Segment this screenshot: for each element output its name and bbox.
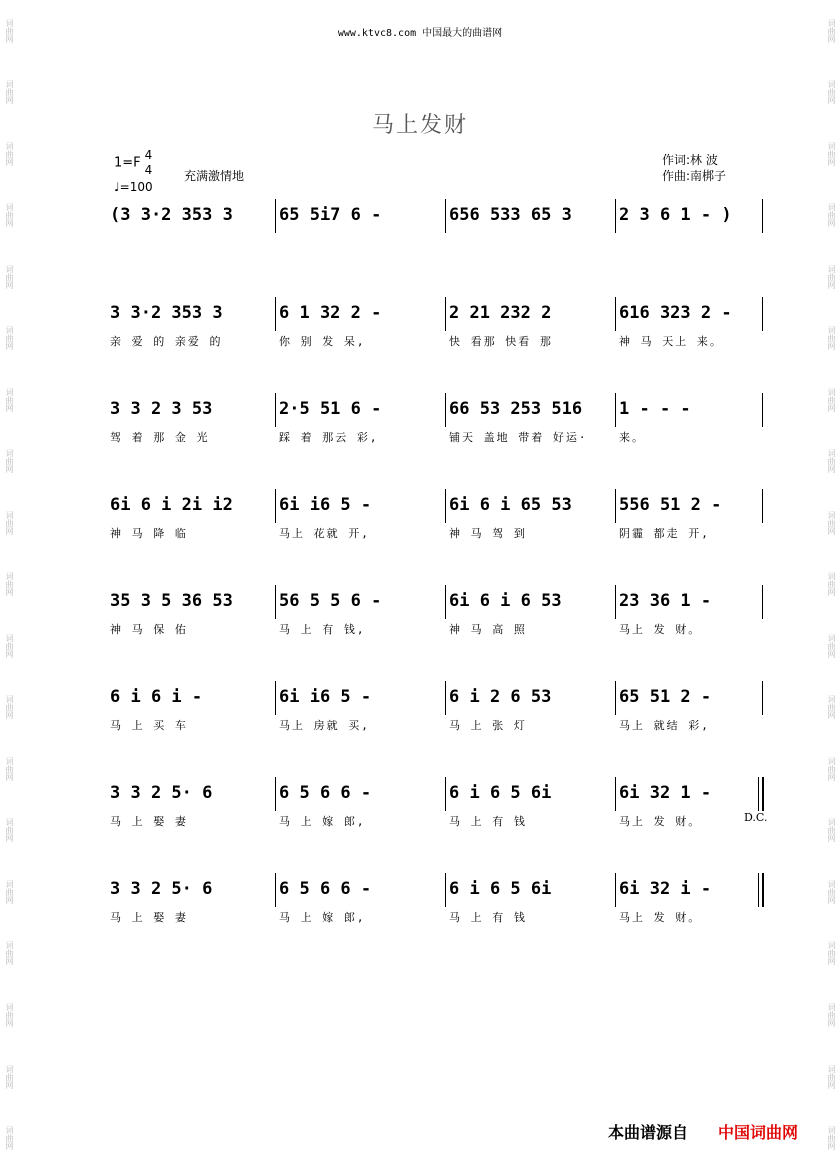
watermark: 词曲网 (827, 203, 836, 228)
barline (445, 873, 446, 907)
tempo-marking: ♩=100 (114, 180, 153, 194)
measure-notes: 2 3 6 1 - ) (619, 205, 732, 225)
watermark: 词曲网 (827, 326, 836, 351)
measure-notes: 56 5 5 6 - (279, 591, 382, 611)
watermark: 词曲网 (5, 879, 14, 904)
barline (445, 297, 446, 331)
watermark: 词曲网 (5, 695, 14, 720)
measure-notes: 656 533 65 3 (449, 205, 572, 225)
watermark: 词曲网 (5, 1126, 14, 1151)
key-label: 1=F (114, 155, 141, 171)
measure-notes: 556 51 2 - (619, 495, 722, 515)
score-row (0, 879, 840, 939)
barline (275, 777, 276, 811)
measure-lyrics: 马上 就结 彩, (619, 719, 710, 732)
measure-lyrics: 神 马 高 照 (449, 623, 527, 636)
watermark: 词曲网 (827, 572, 836, 597)
measure-notes: (3 3·2 353 3 (110, 205, 233, 225)
watermark: 词曲网 (827, 633, 836, 658)
measure-notes: 3 3·2 353 3 (110, 303, 223, 323)
barline (615, 199, 616, 233)
barline (762, 199, 763, 233)
measure-notes: 616 323 2 - (619, 303, 732, 323)
measure-lyrics: 马 上 有 钱 (449, 815, 527, 828)
measure-lyrics: 马上 花就 开, (279, 527, 370, 540)
barline (615, 585, 616, 619)
watermark: 词曲网 (5, 818, 14, 843)
key-signature (114, 148, 152, 178)
watermark: 词曲网 (5, 1064, 14, 1089)
score-row (0, 205, 840, 265)
measure-notes: 65 5i7 6 - (279, 205, 382, 225)
barline (615, 777, 616, 811)
site-header: www.ktvc8.com 中国最大的曲谱网 (337, 28, 503, 39)
measure-lyrics: 神 马 天上 来。 (619, 335, 723, 348)
watermark: 词曲网 (827, 449, 836, 474)
barline (275, 585, 276, 619)
measure-notes: 65 51 2 - (619, 687, 712, 707)
barline (445, 777, 446, 811)
measure-notes: 3 3 2 5· 6 (110, 783, 213, 803)
measure-notes: 6 i 6 i - (110, 687, 203, 707)
measure-notes: 6i 32 1 - (619, 783, 712, 803)
measure-notes: 3 3 2 3 53 (110, 399, 213, 419)
measure-lyrics: 马上 房就 买, (279, 719, 370, 732)
measure-lyrics: 快 看那 快看 那 (449, 335, 553, 348)
measure-lyrics: 马 上 买 车 (110, 719, 188, 732)
watermark: 词曲网 (5, 203, 14, 228)
watermark: 词曲网 (5, 387, 14, 412)
meter-top: 4 (144, 148, 153, 162)
watermark: 词曲网 (5, 1003, 14, 1027)
measure-notes: 1 - - - (619, 399, 691, 419)
measure-lyrics: 马上 发 财。 (619, 623, 702, 636)
barline (615, 393, 616, 427)
barline (615, 681, 616, 715)
measure-lyrics: 马 上 有 钱 (449, 911, 527, 924)
measure-notes: 2 21 232 2 (449, 303, 552, 323)
watermark: 词曲网 (5, 18, 14, 43)
measure-notes: 6 i 2 6 53 (449, 687, 552, 707)
measure-lyrics: 神 马 保 佑 (110, 623, 188, 636)
barline (758, 873, 759, 907)
barline (615, 873, 616, 907)
measure-notes: 6i i6 5 - (279, 495, 372, 515)
watermark: 词曲网 (5, 510, 14, 535)
score-row (0, 495, 840, 555)
watermark: 词曲网 (5, 80, 14, 105)
measure-lyrics: 铺天 盖地 带着 好运· (449, 431, 588, 444)
composer-credit: 作曲:南梆子 (662, 169, 727, 183)
barline (762, 585, 763, 619)
measure-notes: 6i i6 5 - (279, 687, 372, 707)
watermark: 词曲网 (827, 141, 836, 166)
barline (445, 585, 446, 619)
measure-lyrics: 来。 (619, 431, 645, 444)
watermark: 词曲网 (827, 18, 836, 43)
song-title: 马上发财 (371, 113, 468, 138)
measure-notes: 6 i 6 5 6i (449, 879, 552, 899)
watermark: 词曲网 (827, 1126, 836, 1151)
lyricist-credit: 作词:林 波 (662, 153, 718, 167)
measure-notes: 23 36 1 - (619, 591, 712, 611)
measure-lyrics: 马 上 娶 妻 (110, 815, 188, 828)
score-row (0, 687, 840, 747)
barline (445, 393, 446, 427)
measure-notes: 6i 6 i 65 53 (449, 495, 572, 515)
score-row (0, 399, 840, 459)
barline (445, 681, 446, 715)
watermark: 词曲网 (5, 572, 14, 597)
measure-notes: 6 i 6 5 6i (449, 783, 552, 803)
measure-notes: 6i 6 i 6 53 (449, 591, 562, 611)
da-capo-marking: D.C. (744, 811, 768, 824)
barline (762, 297, 763, 331)
score-row (0, 783, 840, 843)
watermark: 词曲网 (5, 141, 14, 166)
measure-lyrics: 马上 发 财。 (619, 815, 702, 828)
barline (615, 297, 616, 331)
measure-notes: 3 3 2 5· 6 (110, 879, 213, 899)
watermark: 词曲网 (5, 941, 14, 966)
measure-lyrics: 马 上 娶 妻 (110, 911, 188, 924)
measure-lyrics: 亲 爱 的 亲爱 的 (110, 335, 223, 348)
watermark: 词曲网 (5, 326, 14, 351)
measure-lyrics: 马 上 嫁 郎, (279, 911, 366, 924)
measure-lyrics: 神 马 驾 到 (449, 527, 527, 540)
right-watermark-strip (824, 0, 838, 1169)
watermark: 词曲网 (827, 756, 836, 781)
measure-lyrics: 阴霾 都走 开, (619, 527, 710, 540)
barline (762, 489, 763, 523)
watermark: 词曲网 (827, 387, 836, 412)
watermark: 词曲网 (827, 818, 836, 843)
watermark: 词曲网 (827, 695, 836, 720)
barline (762, 681, 763, 715)
left-watermark-strip (2, 0, 16, 1169)
watermark: 词曲网 (827, 1064, 836, 1089)
measure-lyrics: 你 别 发 呆, (279, 335, 366, 348)
footer-site-name: 中国词曲网 (718, 1123, 799, 1142)
measure-lyrics: 神 马 降 临 (110, 527, 188, 540)
barline (275, 489, 276, 523)
score-row (0, 591, 840, 651)
watermark: 词曲网 (5, 756, 14, 781)
final-barline (762, 777, 764, 811)
barline (445, 489, 446, 523)
measure-notes: 6 5 6 6 - (279, 879, 372, 899)
measure-notes: 6i 6 i 2i i2 (110, 495, 233, 515)
barline (445, 199, 446, 233)
measure-lyrics: 马 上 嫁 郎, (279, 815, 366, 828)
measure-lyrics: 马上 发 财。 (619, 911, 702, 924)
measure-lyrics: 驾 着 那 金 光 (110, 431, 210, 444)
barline (275, 199, 276, 233)
final-barline (762, 873, 764, 907)
measure-lyrics: 踩 着 那云 彩, (279, 431, 379, 444)
measure-notes: 6 1 32 2 - (279, 303, 382, 323)
watermark: 词曲网 (827, 80, 836, 105)
watermark: 词曲网 (827, 264, 836, 289)
watermark: 词曲网 (827, 1003, 836, 1027)
barline (275, 873, 276, 907)
measure-notes: 2·5 51 6 - (279, 399, 382, 419)
score-row (0, 303, 840, 363)
barline (758, 777, 759, 811)
footer-source-label: 本曲谱源自 (608, 1123, 689, 1142)
watermark: 词曲网 (5, 633, 14, 658)
barline (275, 681, 276, 715)
watermark: 词曲网 (827, 510, 836, 535)
watermark: 词曲网 (5, 449, 14, 474)
measure-lyrics: 马 上 张 灯 (449, 719, 527, 732)
barline (275, 297, 276, 331)
measure-lyrics: 马 上 有 钱, (279, 623, 366, 636)
expression-marking: 充满激情地 (184, 169, 245, 183)
credits (662, 152, 726, 184)
watermark: 词曲网 (827, 879, 836, 904)
measure-notes: 6i 32 i - (619, 879, 712, 899)
measure-notes: 6 5 6 6 - (279, 783, 372, 803)
watermark: 词曲网 (5, 264, 14, 289)
meter-bottom: 4 (144, 163, 153, 177)
watermark: 词曲网 (827, 941, 836, 966)
barline (615, 489, 616, 523)
time-signature (145, 148, 153, 178)
barline (275, 393, 276, 427)
measure-notes: 66 53 253 516 (449, 399, 583, 419)
measure-notes: 35 3 5 36 53 (110, 591, 233, 611)
barline (762, 393, 763, 427)
